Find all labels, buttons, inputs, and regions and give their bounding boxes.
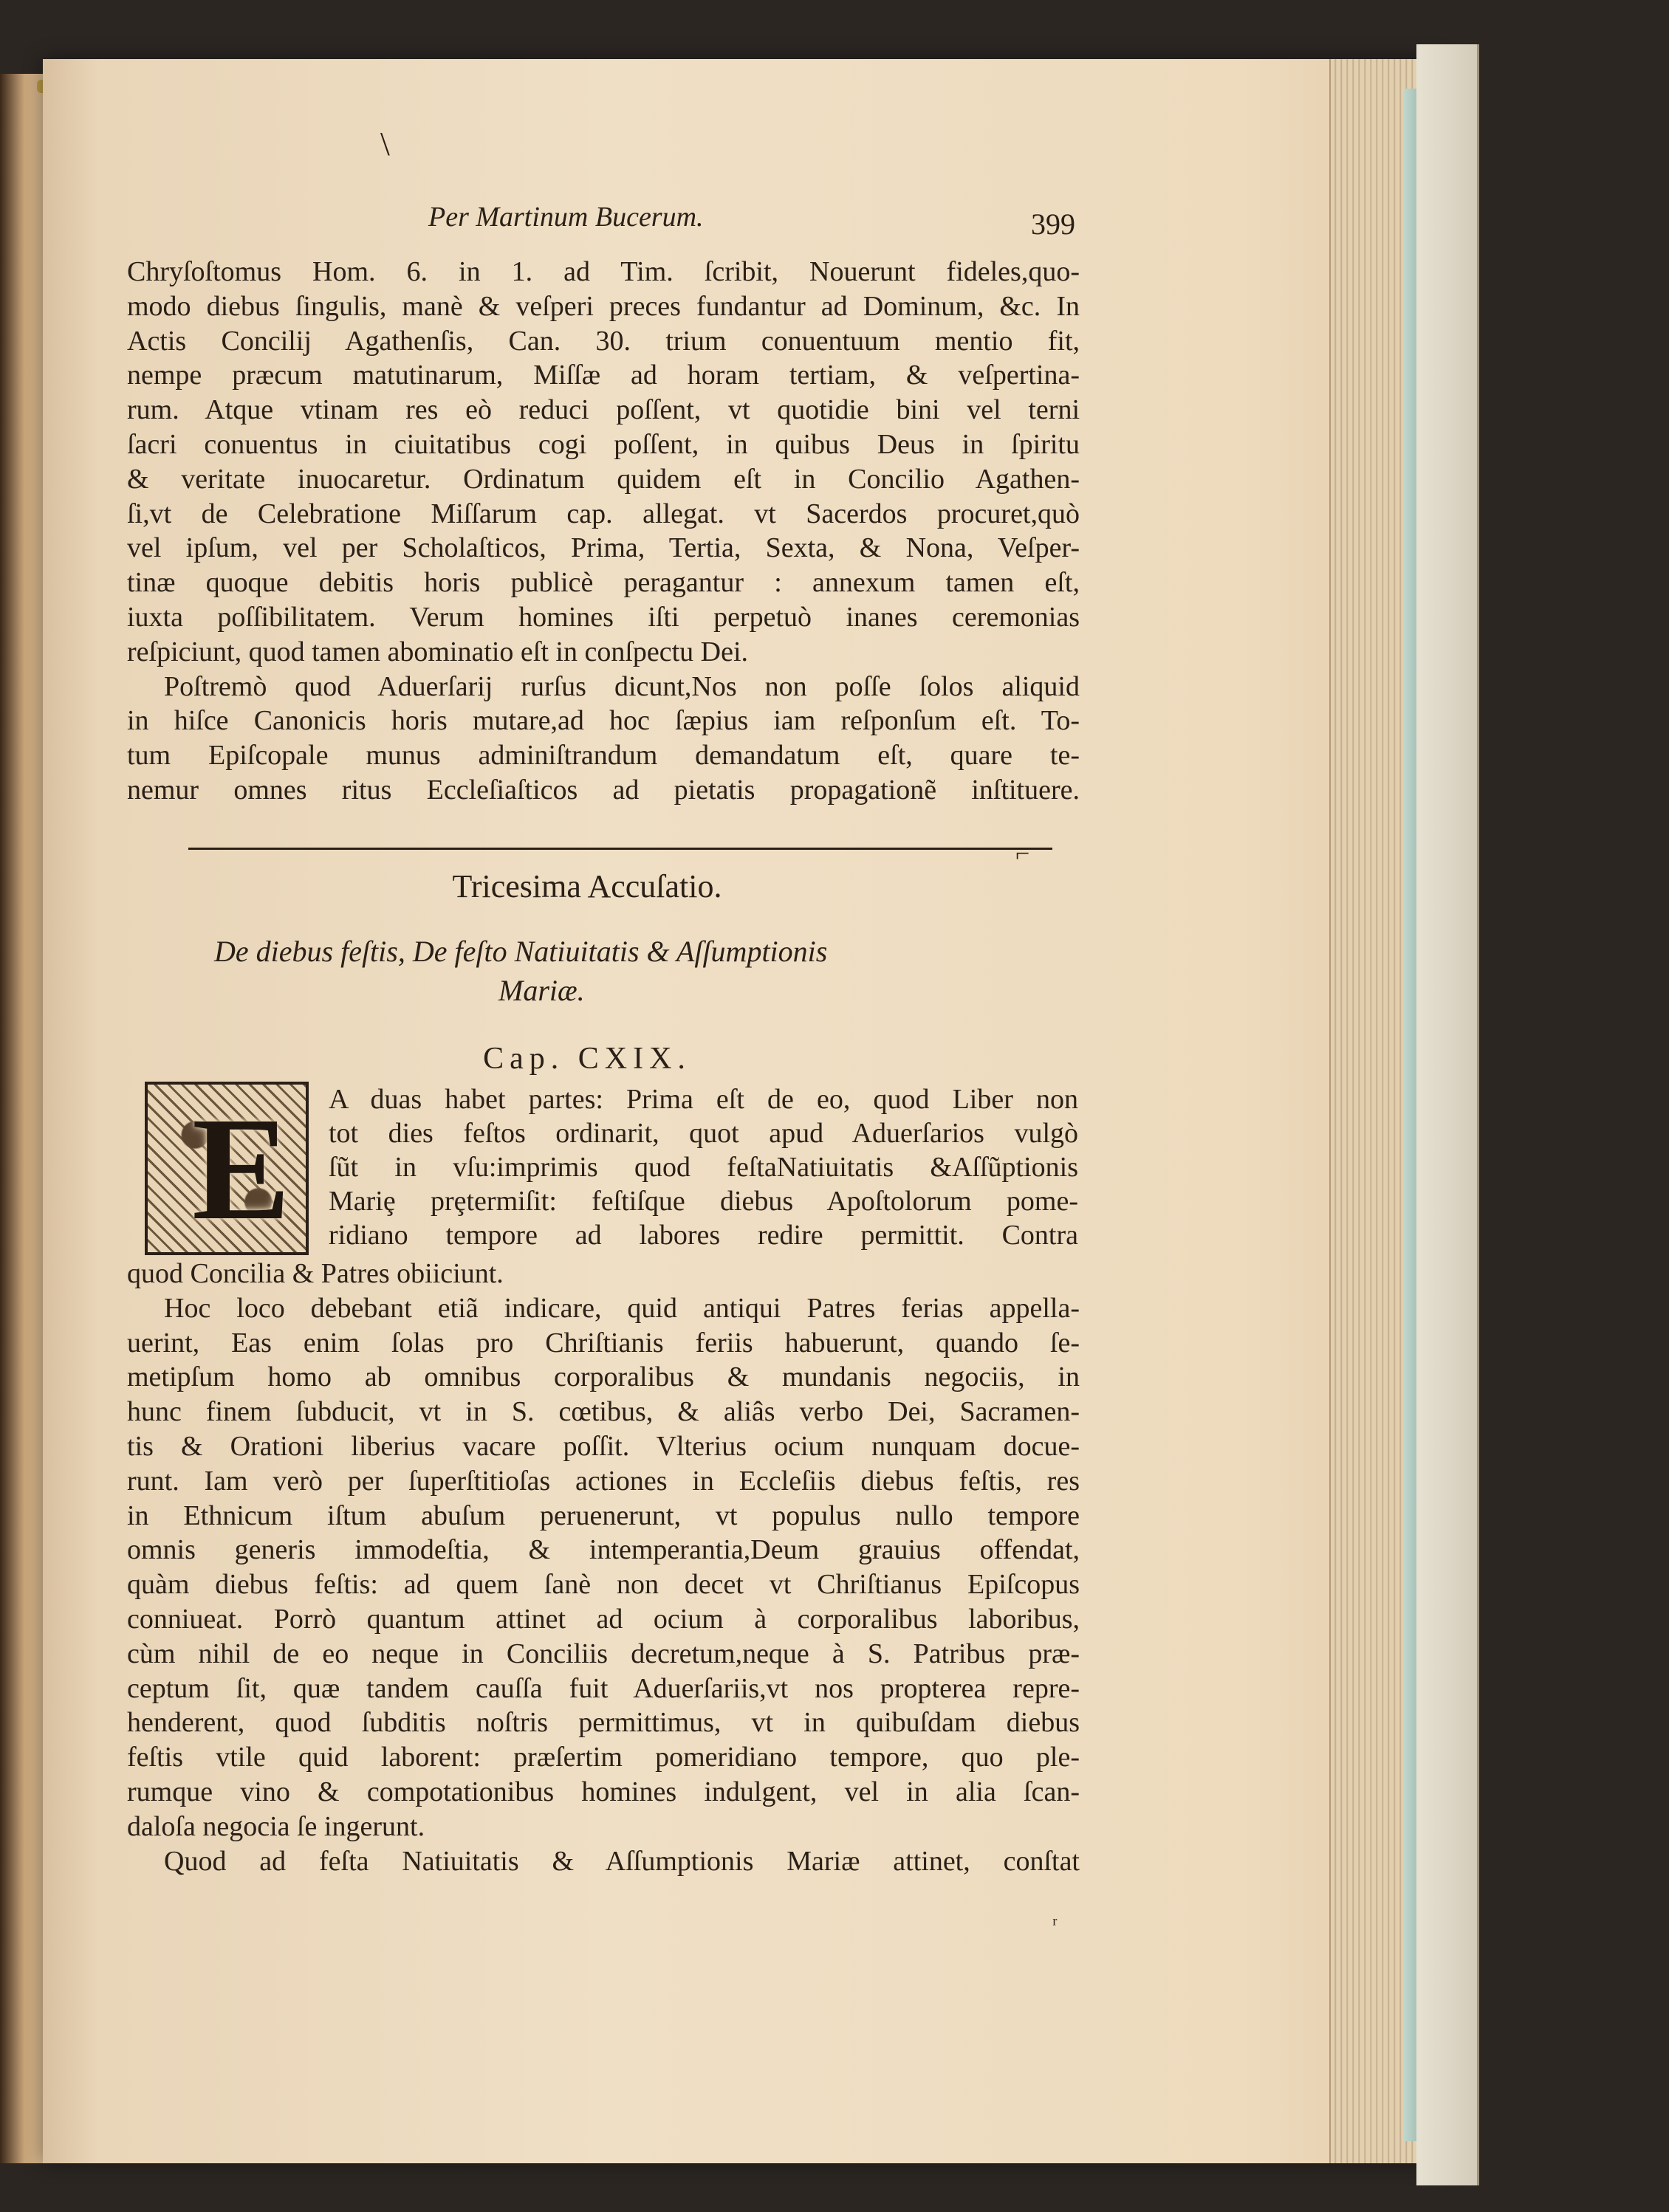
text-line: ridiano tempore ad labores redire permittit. Contra bbox=[329, 1220, 1078, 1251]
text-line: tot dies feſtos ordinarit, quot apud Aduerſarios vulgò bbox=[329, 1118, 1078, 1149]
text-line: ceptum ſit, quæ tandem cauſſa fuit Aduerſariis,vt nos propterea repre- bbox=[127, 1672, 1080, 1704]
text-line: Actis Concilij Agathenſis, Can. 30. trium conuentuum mentio fit, bbox=[127, 325, 1080, 357]
text-line: A duas habet partes: Prima eſt de eo, quod Liber non bbox=[329, 1084, 1078, 1115]
text-line: ſũt in vſu:imprimis quod feſtaNatiuitatis &Aſſũptionis bbox=[329, 1152, 1078, 1183]
running-header: Per Martinum Bucerum. bbox=[428, 202, 704, 233]
text-line: vel ipſum, vel per Scholaſticos, Prima, Tertia, Sexta, & Nona, Veſper- bbox=[127, 532, 1080, 564]
section-subtitle-continued: Mariæ. bbox=[498, 974, 585, 1007]
dropcap-paragraph bbox=[329, 1082, 1078, 1252]
page-number: 399 bbox=[1031, 207, 1075, 241]
section-subtitle: De diebus feſtis, De feſto Natiuitatis & Aſſumptionis bbox=[214, 935, 828, 968]
top-paragraph bbox=[127, 255, 1080, 808]
text-line: daloſa negocia ſe ingerunt. bbox=[127, 1810, 425, 1842]
body-paragraph bbox=[127, 1257, 1080, 1878]
text-line: Poſtremò quod Aduerſarij rurſus dicunt,Nos non poſſe ſolos aliquid bbox=[164, 670, 1080, 702]
text-line: ſacri conuentus in ciuitatibus cogi poſſent, in quibus Deus in ſpiritu bbox=[127, 428, 1080, 460]
text-line: modo diebus ſingulis, manè & veſperi preces fundantur ad Dominum, &c. In bbox=[127, 290, 1080, 322]
text-line: in hiſce Canonicis horis mutare,ad hoc ſæpius iam reſponſum eſt. To- bbox=[127, 705, 1080, 737]
section-title: Tricesima Accuſatio. bbox=[452, 868, 722, 904]
text-line: feſtis vtile quid laborent: præſertim pomeridiano tempore, quo ple- bbox=[127, 1742, 1080, 1773]
decorated-initial bbox=[145, 1082, 309, 1255]
divider-flourish: ⌐ bbox=[1015, 840, 1030, 868]
text-line: nemur omnes ritus Eccleſiaſticos ad pietatis propagationẽ inſtituere. bbox=[127, 774, 1080, 806]
stray-ink-mark: \ bbox=[380, 125, 390, 162]
text-line: henderent, quod ſubditis noſtris permittimus, vt in quibuſdam diebus bbox=[127, 1707, 1080, 1739]
text-line: iuxta poſſibilitatem. Verum homines iſti perpetuò inanes ceremonias bbox=[127, 601, 1080, 633]
text-line: cùm nihil de eo neque in Conciliis decretum,neque à S. Patribus præ- bbox=[127, 1638, 1080, 1669]
text-line: omnis generis immodeſtia, & intemperantia,Deum grauius offendat, bbox=[127, 1534, 1080, 1566]
text-line: nempe præcum matutinarum, Miſſæ ad horam tertiam, & veſpertina- bbox=[127, 360, 1080, 391]
cover-lining bbox=[1403, 89, 1416, 2141]
text-line: runt. Iam verò per ſuperſtitioſas actiones in Eccleſiis diebus feſtis, res bbox=[127, 1465, 1080, 1497]
text-line: quàm diebus feſtis: ad quem ſanè non decet vt Chriſtianus Epiſcopus bbox=[127, 1569, 1080, 1601]
text-line: rum. Atque vtinam res eò reduci poſſent, vt quotidie bini vel terni bbox=[127, 394, 1080, 426]
text-line: Quod ad feſta Natiuitatis & Aſſumptionis Mariæ attinet, conſtat bbox=[164, 1845, 1080, 1877]
text-line: Chryſoſtomus Hom. 6. in 1. ad Tim. ſcribit, Nouerunt fideles,quo- bbox=[127, 256, 1080, 287]
text-line: quod Concilia & Patres obiiciunt. bbox=[127, 1258, 504, 1289]
text-line: hunc finem ſubducit, vt in S. cœtibus, & aliâs verbo Dei, Sacramen- bbox=[127, 1396, 1080, 1428]
text-line: reſpiciunt, quod tamen abominatio eſt in conſpectu Dei. bbox=[127, 636, 749, 667]
chapter-heading: Cap. CXIX. bbox=[483, 1042, 691, 1076]
text-line: Mariȩ prȩtermiſit: feſtiſque diebus Apoſtolorum pome- bbox=[329, 1186, 1078, 1217]
text-line: uerint, Eas enim ſolas pro Chriſtianis feriis habuerunt, quando ſe- bbox=[127, 1327, 1080, 1359]
book-cover bbox=[1416, 44, 1479, 2185]
initial-letter: E bbox=[192, 1088, 291, 1251]
text-line: conniueat. Porrò quantum attinet ad ocium à corporalibus laboribus, bbox=[127, 1603, 1080, 1635]
left-page-edge bbox=[0, 74, 46, 2163]
catchword-mark: ʳ bbox=[1052, 1912, 1058, 1937]
text-line: in Ethnicum iſtum abuſum peruenerunt, vt populus nullo tempore bbox=[127, 1500, 1080, 1531]
text-line: tinæ quoque debitis horis publicè peragantur : annexum tamen eſt, bbox=[127, 567, 1080, 599]
text-line: tum Epiſcopale munus adminiſtrandum demandatum eſt, quare te- bbox=[127, 740, 1080, 772]
text-line: Hoc loco debebant etiã indicare, quid antiqui Patres ferias appella- bbox=[164, 1292, 1080, 1324]
text-line: tis & Orationi liberius vacare poſſit. Vlterius ocium nunquam docue- bbox=[127, 1430, 1080, 1462]
text-line: & veritate inuocaretur. Ordinatum quidem eſt in Concilio Agathen- bbox=[127, 463, 1080, 495]
text-line: ſi,vt de Celebratione Miſſarum cap. allegat. vt Sacerdos procuret,quò bbox=[127, 498, 1080, 529]
text-line: metipſum homo ab omnibus corporalibus & mundanis negociis, in bbox=[127, 1361, 1080, 1393]
text-line: rumque vino & compotationibus homines indulgent, vel in alia ſcan- bbox=[127, 1776, 1080, 1807]
section-divider bbox=[188, 848, 1052, 850]
